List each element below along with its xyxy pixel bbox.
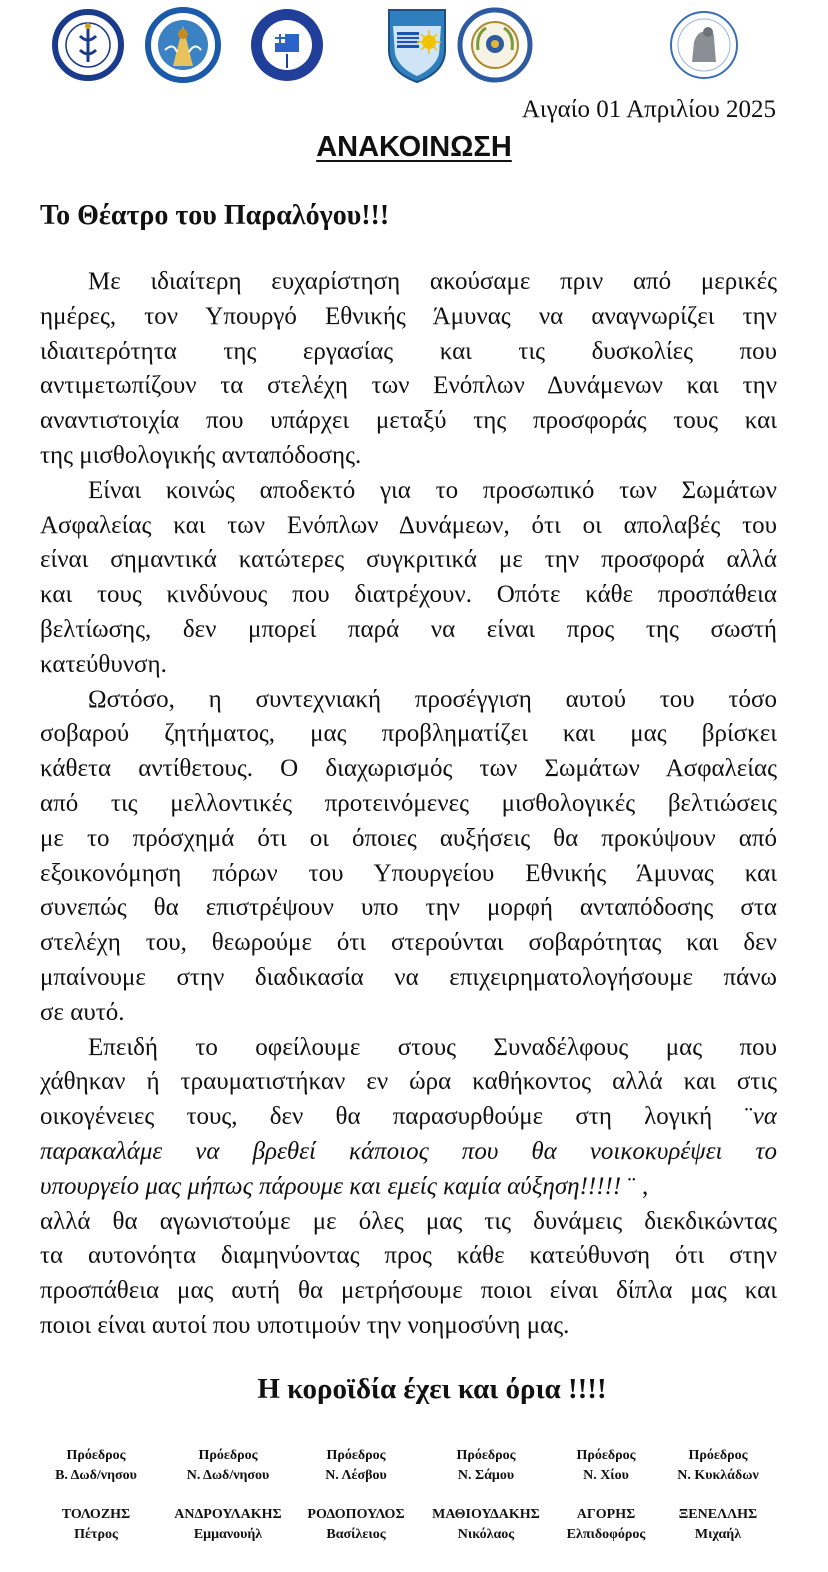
body-line-italic: παρακαλάμε να βρεθεί κάποιος που θα νοικοκυρέψει το [40,1137,777,1165]
body-line: Ωστόσο, η συντεχνιακή προσέγγιση αυτού του τόσο [88,685,777,713]
signatory-name [286,1505,426,1545]
signatory-region: Ν. Δωδ/νησου [186,1468,270,1483]
signatory-title [26,1446,166,1486]
body-line-part: οικογένειες τους, δεν θα παρασυρθούμε στη λογική ¨ [40,1103,753,1131]
union-shield-logo-4 [383,6,451,84]
signatory-region: Β. Δωδ/νησου [55,1468,137,1483]
announcement-heading-text: ΑΝΑΚΟΙΝΩΣΗ [316,131,512,163]
signatory-surname: ΞΕΝΕΛΛΗΣ [678,1507,758,1522]
body-line [40,1170,777,1205]
body-line: μπαίνουμε στην διαδικασία να επιχειρηματολογήσουμε πάνω [40,963,777,991]
signatory-first-name: Νικόλαος [457,1527,515,1542]
signatory-name [26,1505,166,1545]
signatory-first-name: Ελπιδοφόρος [566,1527,646,1542]
union-seal-logo-1 [52,6,124,84]
signatory-role: Πρόεδρος [326,1448,386,1463]
signatory-first-name: Πέτρος [74,1527,118,1542]
body-line-part: ¨ , [627,1172,649,1200]
body-line [40,1100,777,1135]
closing-slogan: Η κοροϊδία έχει και όρια !!!! [257,1373,607,1405]
union-seal-logo-5 [456,6,534,84]
signatory-title [416,1446,556,1486]
signatory-region: Ν. Χίου [583,1468,629,1483]
body-line: από τις μελλοντικές προτεινόμενες μισθολογικές βελτιώσεις [40,789,777,817]
logo-bar [0,6,828,90]
body-line: συνεπώς θα επιστρέψουν υπο την μορφή ανταπόδοσης στα [40,894,777,922]
announcement-subject: Το Θέατρο του Παραλόγου!!! [40,200,390,231]
signatory-region: Ν. Σάμου [457,1468,515,1483]
body-line: εξοικονόμηση πόρων του Υπουργείου Εθνικής Άμυνας και [40,859,777,887]
signatory-role: Πρόεδρος [576,1448,636,1463]
body-line: ημέρες, τον Υπουργό Εθνικής Άμυνας να αναγνωρίζει την [40,302,777,330]
body-line: χάθηκαν ή τραυματιστήκαν εν ώρα καθήκοντος αλλά και στις [40,1068,777,1096]
body-line: αλλά θα αγωνιστούμε με όλες μας τις δυνάμεις διεκδικώντας [40,1207,777,1235]
body-line: σε αυτό. [40,998,125,1026]
body-line: σοβαρού ζητήματος, μας προβληματίζει και μας βρίσκει [40,720,777,748]
signatory-title [158,1446,298,1486]
document-date: Αιγαίο 01 Απριλίου 2025 [521,96,776,123]
body-line: ιδιαιτερότητα της εργασίας και τις δυσκολίες που [40,337,777,365]
signatory-name [648,1505,788,1545]
union-seal-logo-3 [246,6,328,84]
signatory-role: Πρόεδρος [456,1448,516,1463]
body-line: βελτίωσης, δεν μπορεί παρά να είναι προς της σωστή [40,615,777,643]
signatory-region: Ν. Λέσβου [325,1468,387,1483]
body-line: Είναι κοινώς αποδεκτό για το προσωπικό των Σωμάτων [88,476,777,504]
body-line: είναι σημαντικά κατώτερες συγκριτικά με την προσφορά αλλά [40,546,777,574]
body-line: κάθετα αντίθετους. Ο διαχωρισμός των Σωμάτων Ασφαλείας [40,755,777,783]
signatory-title [286,1446,426,1486]
union-seal-logo-2 [143,6,223,84]
body-line: Ασφαλείας και των Ενόπλων Δυνάμεων, ότι οι απολαβές του [40,511,777,539]
body-line: ποιοι είναι αυτοί που υποτιμούν την νοημοσύνη μας. [40,1311,570,1339]
signatory-surname: ΑΓΟΡΗΣ [576,1507,636,1522]
signatory-surname: ΜΑΘΙΟΥΔΑΚΗΣ [432,1507,540,1522]
signatory-first-name: Μιχαήλ [694,1527,742,1542]
body-line: στελέχη του, θεωρούμε ότι στερούνται σοβαρότητας και δεν [40,929,777,957]
signatory-name [416,1505,556,1545]
signatory-first-name: Εμμανουήλ [193,1527,263,1542]
signatory-surname: ΑΝΔΡΟΥΛΑΚΗΣ [174,1507,282,1522]
announcement-body [40,265,777,1344]
signatory-first-name: Βασίλειος [326,1527,386,1542]
body-line: με το πρόσχημά ότι οι όποιες αυξήσεις θα προκύψουν από [40,824,777,852]
signatory-title [648,1446,788,1486]
signatory-surname: ΤΟΛΟΖΗΣ [61,1507,131,1522]
signatory-role: Πρόεδρος [66,1448,126,1463]
body-line: και τους κινδύνους που διατρέχουν. Οπότε κάθε προσπάθεια [40,581,777,609]
body-line: της μισθολογικής ανταπόδοσης. [40,441,362,469]
signatory-role: Πρόεδρος [688,1448,748,1463]
body-line: αντιμετωπίζουν τα στελέχη των Ενόπλων Δυνάμενων και την [40,372,777,400]
body-line-italic-part: να [752,1103,777,1131]
body-line-italic-part: υπουργείο μας μήπως πάρουμε και εμείς καμία αύξηση!!!!! [40,1172,628,1200]
announcement-heading [0,131,828,164]
body-line: αναντιστοιχία που υπάρχει μεταξύ της προσφοράς τους και [40,407,777,435]
body-line: κατεύθυνση. [40,650,167,678]
signatory-region: Ν. Κυκλάδων [677,1468,759,1483]
body-line: Με ιδιαίτερη ευχαρίστηση ακούσαμε πριν από μερικές [88,268,777,295]
signatory-role: Πρόεδρος [198,1448,258,1463]
body-line: τα αυτονόητα διαμηνύοντας προς κάθε κατεύθυνση ότι στην [40,1242,777,1270]
signatory-name [158,1505,298,1545]
union-seal-logo-6 [668,6,740,84]
signatory-surname: ΡΟΔΟΠΟΥΛΟΣ [307,1507,405,1522]
body-line: Επειδή το οφείλουμε στους Συναδέλφους μας που [88,1033,777,1061]
body-line: προσπάθεια μας αυτή θα μετρήσουμε ποιοι είναι δίπλα μας και [40,1277,777,1305]
